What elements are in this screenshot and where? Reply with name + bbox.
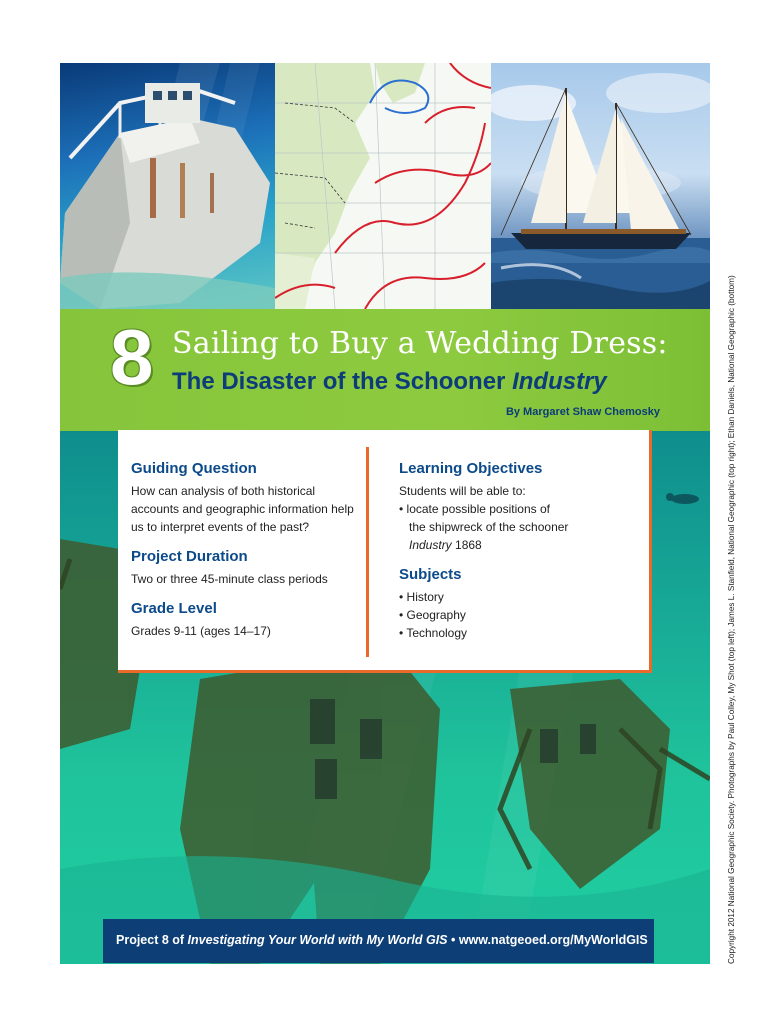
schooner-photo [491, 63, 710, 309]
objective-year: 1868 [451, 538, 482, 552]
shipwreck-photo [60, 63, 275, 309]
shipwreck-illustration [60, 63, 275, 309]
footer-prefix: Project 8 of [116, 933, 188, 947]
footer-url: • www.natgeoed.org/MyWorldGIS [447, 933, 648, 947]
subject-item: • History [399, 590, 444, 604]
subject-item: • Technology [399, 626, 468, 640]
author-byline: By Margaret Shaw Chemosky [505, 406, 660, 418]
project-duration-section [131, 548, 356, 588]
footer-book-title: Investigating Your World with My World GIS [187, 933, 448, 947]
grade-level-body: Grades 9-11 (ages 14–17) [131, 624, 271, 638]
learning-objectives-heading: Learning Objectives [399, 460, 543, 477]
learning-objective-line [399, 536, 639, 554]
learning-objectives-intro: Students will be able to: [399, 484, 526, 498]
guiding-question-body: How can analysis of both historical accounts and geographic information help us to interpret events of the past? [131, 484, 354, 534]
chapter-number: 8 [110, 313, 154, 401]
page-subtitle [172, 368, 607, 396]
subjects-section [399, 566, 639, 642]
route-map [275, 63, 491, 309]
info-divider [366, 447, 369, 657]
schooner-illustration [491, 63, 710, 309]
learning-objectives-section [399, 460, 639, 554]
footer-text [116, 933, 648, 947]
info-right-column [399, 460, 639, 654]
guiding-question-section [131, 460, 356, 536]
subtitle-text: The Disaster of the Schooner [172, 368, 513, 395]
project-duration-heading: Project Duration [131, 548, 248, 565]
subjects-heading: Subjects [399, 566, 462, 583]
project-duration-body: Two or three 45-minute class periods [131, 572, 328, 586]
learning-objective-line: the shipwreck of the schooner [409, 520, 569, 534]
learning-objective-line: • locate possible positions of [399, 502, 550, 516]
guiding-question-heading: Guiding Question [131, 460, 257, 477]
grade-level-section [131, 600, 356, 640]
subtitle-italic: Industry [512, 368, 607, 395]
objective-ship-name: Industry [409, 538, 452, 552]
grade-level-heading: Grade Level [131, 600, 217, 617]
info-left-column [131, 460, 356, 652]
map-illustration [275, 63, 491, 309]
page-title: Sailing to Buy a Wedding Dress: [172, 326, 668, 361]
subject-item: • Geography [399, 608, 466, 622]
copyright-notice: Copyright 2012 National Geographic Society. Photographs by Paul Colley, My Shot (top left); James L. Stanfield, National Geographic (top right); Ethan Daniels, National Geographic (bottom) [727, 275, 736, 964]
